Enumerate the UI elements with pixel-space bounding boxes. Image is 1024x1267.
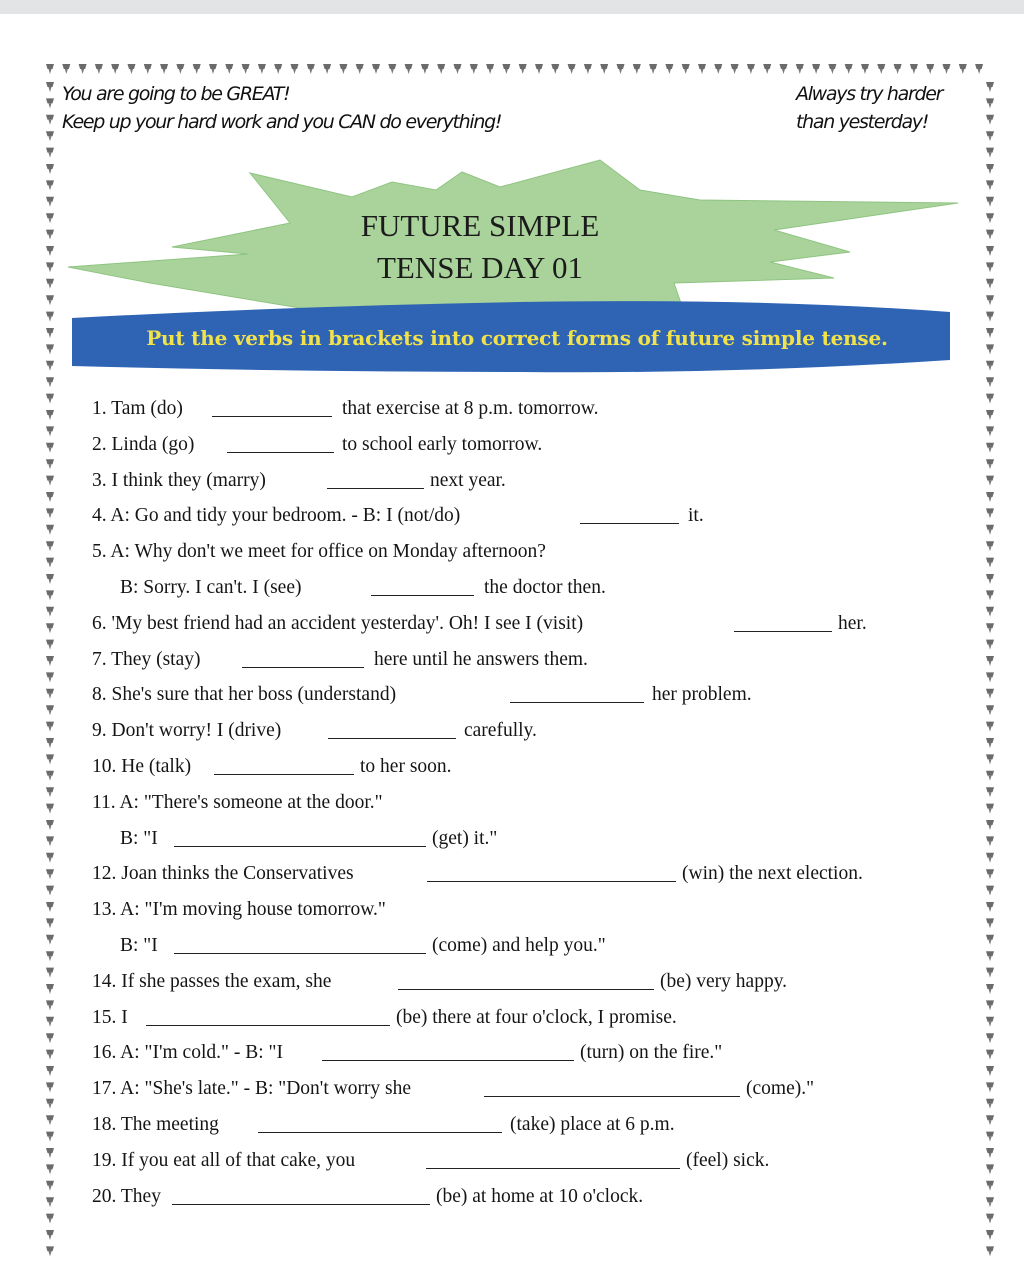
item-prompt: 15. I — [92, 1006, 128, 1028]
answer-blank[interactable] — [328, 738, 456, 739]
item-prompt: 19. If you eat all of that cake, you — [92, 1149, 356, 1171]
item-continuation: (be) at home at 10 o'clock. — [436, 1185, 644, 1207]
exercise-item — [92, 645, 972, 681]
exercise-item — [92, 752, 972, 788]
exercise-item — [92, 824, 972, 860]
motto-right-line-2: than yesterday! — [796, 111, 929, 133]
exercise-item — [92, 573, 972, 609]
exercise-item — [92, 1038, 972, 1074]
exercise-list — [92, 394, 972, 1217]
answer-blank[interactable] — [174, 846, 426, 847]
item-prompt: 14. If she passes the exam, she — [92, 970, 332, 992]
exercise-item — [92, 716, 972, 752]
item-continuation: the doctor then. — [484, 576, 606, 598]
answer-blank[interactable] — [227, 452, 334, 453]
exercise-item — [92, 430, 972, 466]
item-prompt: 8. She's sure that her boss (understand) — [92, 684, 397, 706]
exercise-item — [92, 394, 972, 430]
motto-left — [62, 80, 622, 136]
exercise-item — [92, 895, 972, 931]
item-continuation: here until he answers them. — [374, 648, 588, 670]
exercise-item — [92, 680, 972, 716]
title-line-1: FUTURE SIMPLE — [360, 208, 600, 243]
item-continuation: (be) very happy. — [660, 970, 788, 992]
motto-right-line-1: Always try harder — [796, 83, 943, 105]
answer-blank[interactable] — [258, 1132, 502, 1133]
item-prompt: 4. A: Go and tidy your bedroom. - B: I (not/do) — [92, 505, 461, 527]
exercise-item — [92, 537, 972, 573]
item-prompt: 16. A: "I'm cold." - B: "I — [92, 1042, 283, 1064]
item-prompt: 3. I think they (marry) — [92, 469, 266, 491]
answer-blank[interactable] — [212, 416, 332, 417]
item-continuation: (get) it." — [432, 827, 498, 849]
item-continuation: next year. — [430, 469, 506, 491]
answer-blank[interactable] — [174, 953, 426, 954]
item-continuation: her. — [838, 612, 867, 634]
item-continuation: (turn) on the fire." — [580, 1042, 723, 1064]
page-title — [300, 205, 660, 289]
item-continuation: (be) there at four o'clock, I promise. — [396, 1006, 677, 1028]
item-prompt: B: "I — [120, 934, 158, 956]
exercise-item — [92, 1074, 972, 1110]
answer-blank[interactable] — [327, 488, 424, 489]
item-continuation: to her soon. — [360, 755, 452, 777]
item-prompt: B: Sorry. I can't. I (see) — [120, 576, 302, 598]
item-prompt: 1. Tam (do) — [92, 398, 183, 419]
answer-blank[interactable] — [398, 989, 654, 990]
item-continuation: (take) place at 6 p.m. — [510, 1113, 675, 1135]
answer-blank[interactable] — [580, 523, 679, 524]
exercise-item — [92, 466, 972, 502]
exercise-item — [92, 501, 972, 537]
item-continuation: (win) the next election. — [682, 863, 863, 885]
item-prompt: 10. He (talk) — [92, 755, 192, 777]
item-continuation: to school early tomorrow. — [342, 433, 543, 455]
answer-blank[interactable] — [172, 1204, 430, 1205]
item-prompt: 20. They — [92, 1185, 161, 1207]
item-continuation: carefully. — [464, 720, 537, 742]
answer-blank[interactable] — [242, 667, 364, 668]
item-prompt: 6. 'My best friend had an accident yesterday'. Oh! I see I (visit) — [92, 612, 584, 634]
item-prompt: 2. Linda (go) — [92, 433, 195, 455]
answer-blank[interactable] — [322, 1060, 574, 1061]
item-prompt: 12. Joan thinks the Conservatives — [92, 863, 354, 885]
item-prompt: 17. A: "She's late." - B: "Don't worry she — [92, 1078, 412, 1100]
item-prompt: B: "I — [120, 827, 158, 849]
motto-left-line-2: Keep up your hard work and you CAN do everything! — [62, 111, 502, 133]
item-prompt: 5. A: Why don't we meet for office on Monday afternoon? — [92, 541, 546, 563]
item-prompt: 9. Don't worry! I (drive) — [92, 720, 282, 742]
exercise-item — [92, 859, 972, 895]
item-continuation: (come)." — [746, 1078, 815, 1100]
motto-left-line-1: You are going to be GREAT! — [62, 83, 290, 105]
item-prompt: 11. A: "There's someone at the door." — [92, 791, 383, 813]
exercise-item — [92, 967, 972, 1003]
answer-blank[interactable] — [426, 1168, 680, 1169]
answer-blank[interactable] — [510, 702, 644, 703]
exercise-item — [92, 1146, 972, 1182]
exercise-item — [92, 609, 972, 645]
answer-blank[interactable] — [214, 774, 354, 775]
motto-right — [796, 80, 986, 136]
exercise-item — [92, 931, 972, 967]
answer-blank[interactable] — [484, 1096, 740, 1097]
item-prompt: 18. The meeting — [92, 1113, 219, 1135]
item-prompt: 13. A: "I'm moving house tomorrow." — [92, 899, 386, 921]
exercise-item — [92, 1182, 972, 1218]
item-continuation: her problem. — [652, 684, 752, 706]
answer-blank[interactable] — [146, 1025, 390, 1026]
answer-blank[interactable] — [427, 881, 676, 882]
item-continuation: that exercise at 8 p.m. tomorrow. — [342, 398, 599, 419]
exercise-item — [92, 1003, 972, 1039]
answer-blank[interactable] — [371, 595, 474, 596]
title-line-2: TENSE DAY 01 — [376, 250, 584, 285]
item-prompt: 7. They (stay) — [92, 648, 201, 670]
answer-blank[interactable] — [734, 631, 832, 632]
item-continuation: it. — [688, 505, 704, 527]
item-continuation: (come) and help you." — [432, 934, 606, 956]
exercise-item — [92, 788, 972, 824]
exercise-item — [92, 1110, 972, 1146]
item-continuation: (feel) sick. — [686, 1149, 770, 1171]
instruction-text: Put the verbs in brackets into correct forms of future simple tense. — [146, 326, 888, 350]
